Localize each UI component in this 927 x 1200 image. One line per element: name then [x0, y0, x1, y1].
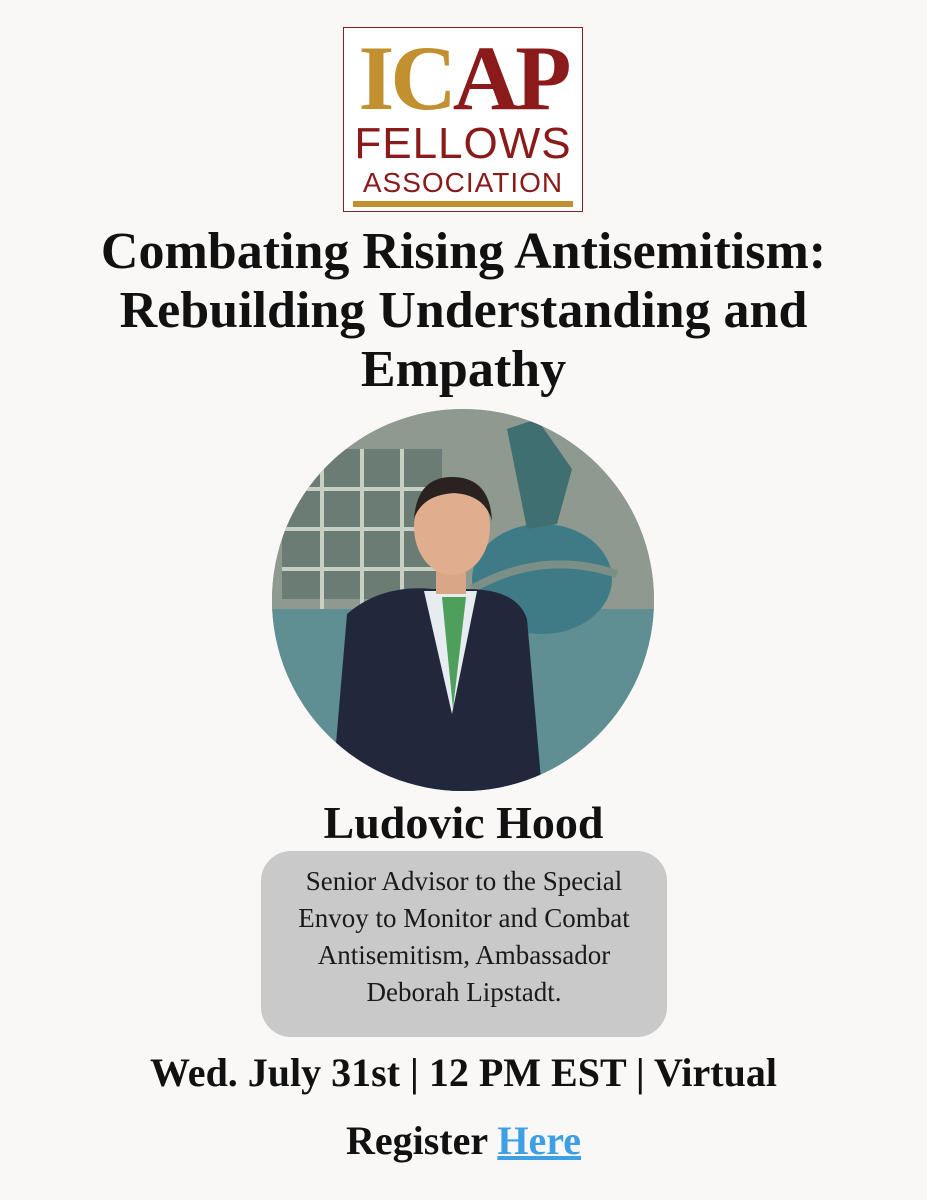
event-title: Combating Rising Antisemitism: Rebuilding Understanding and Empathy: [100, 223, 827, 398]
speaker-photo-illustration: [272, 409, 654, 791]
logo-association-text: ASSOCIATION: [362, 167, 564, 198]
register-link[interactable]: Here: [497, 1118, 582, 1163]
event-details: Wed. July 31st | 12 PM EST | Virtual: [150, 1050, 777, 1095]
logo-gold-rule: [353, 201, 573, 207]
logo-fellows-text: FELLOWS: [354, 119, 572, 168]
icap-fellows-logo: [343, 27, 583, 212]
speaker-role: Senior Advisor to the Special Envoy to Monitor and Combat Antisemitism, Ambassador Deborah Lipstadt.: [298, 866, 630, 1007]
speaker-name: Ludovic Hood: [323, 797, 604, 848]
speaker-photo: [272, 409, 654, 791]
register-prefix: Register: [345, 1118, 488, 1163]
register-line: [0, 1113, 927, 1169]
logo-icap-text: ICAP: [358, 27, 568, 129]
speaker-role-box: [261, 851, 667, 1037]
